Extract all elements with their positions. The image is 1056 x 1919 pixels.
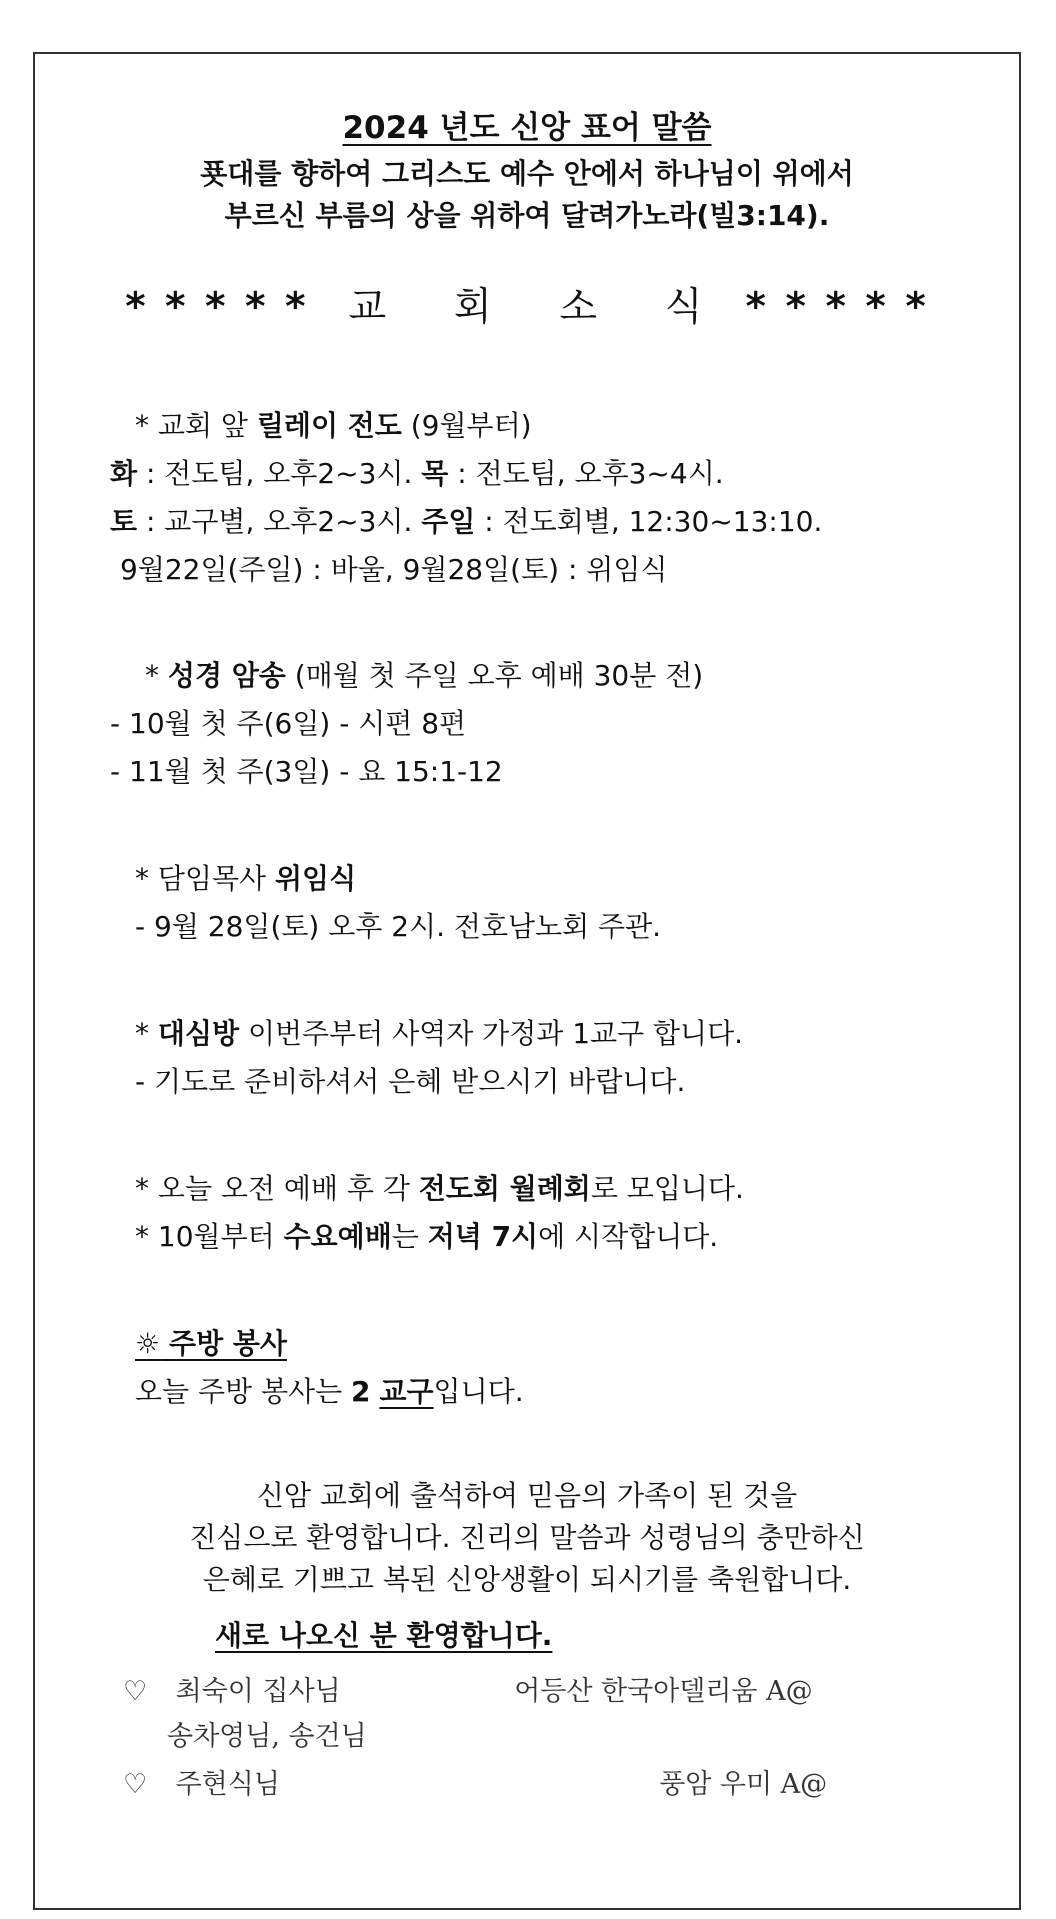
relay-schedule: 9월22일(주일) : 바울, 9월28일(토) : 위임식 (120, 553, 668, 586)
welcome-line1: 신암 교회에 출석하여 믿음의 가족이 된 것을 (256, 1479, 798, 1512)
newcomer-row (123, 1762, 1019, 1801)
banner-stars-right: * * * * * (745, 285, 929, 330)
church-news-banner (35, 276, 1019, 332)
motto-title: 2024 년도 신앙 표어 말씀 (342, 110, 712, 146)
visitation-detail: - 기도로 준비하셔서 은혜 받으시기 바랍니다. (135, 1065, 686, 1098)
memorize-heading: * 성경 암송 (매월 첫 주일 오후 예배 30분 전) (145, 659, 704, 692)
welcome-heading: 새로 나오신 분 환영합니다. (215, 1619, 553, 1652)
newcomer-extra: 송차영님, 송건님 (167, 1721, 367, 1752)
welcome-line2: 진심으로 환영합니다. 진리의 말씀과 성령님의 충만하신 (189, 1521, 865, 1554)
installation-heading: * 담임목사 위임식 (135, 862, 357, 895)
banner-word: 회 (453, 285, 495, 330)
banner-word: 식 (664, 285, 706, 330)
visitation-heading: * 대심방 이번주부터 사역자 가정과 1교구 합니다. (135, 1017, 744, 1050)
installation-detail: - 9월 28일(토) 오후 2시. 전호남노회 주관. (135, 910, 662, 943)
memorize-item: - 10월 첫 주(6일) - 시편 8편 (110, 707, 467, 740)
banner-word: 교 (348, 285, 390, 330)
notice-wednesday-service: * 10월부터 수요예배는 저녁 7시에 시작합니다. (135, 1220, 719, 1253)
notice-monthly-meeting: * 오늘 오전 예배 후 각 전도회 월례회로 모입니다. (135, 1172, 744, 1205)
newcomer-address: 풍암 우미 A@ (659, 1769, 828, 1800)
banner-stars-left: * * * * * (125, 285, 309, 330)
sun-icon: ☼ (135, 1327, 161, 1360)
banner-word: 소 (559, 285, 601, 330)
motto-verse-line1: 푯대를 향하여 그리스도 예수 안에서 하나님이 위에서 (200, 157, 854, 190)
newcomer-name: 주현식님 (175, 1769, 280, 1800)
newcomer-row (123, 1669, 1019, 1708)
newcomer-name: 최숙이 집사님 (175, 1676, 341, 1707)
bulletin-frame (33, 52, 1021, 1910)
kitchen-heading: ☼ 주방 봉사 (135, 1327, 287, 1360)
welcome-line3: 은혜로 기쁘고 복된 신앙생활이 되시기를 축원합니다. (202, 1563, 852, 1596)
newcomer-address: 어등산 한국아델리움 A@ (514, 1676, 813, 1707)
heart-icon: ♡ (123, 1676, 148, 1707)
relay-weekday-line: 화 : 전도팀, 오후2~3시. 목 : 전도팀, 오후3~4시. (110, 457, 724, 490)
relay-weekend-line: 토 : 교구별, 오후2~3시. 주일 : 전도회별, 12:30~13:10. (110, 505, 823, 538)
kitchen-detail: 오늘 주방 봉사는 2 교구입니다. (135, 1375, 524, 1408)
memorize-item: - 11월 첫 주(3일) - 요 15:1-12 (110, 755, 503, 788)
relay-heading: * 교회 앞 릴레이 전도 (9월부터) (135, 409, 532, 442)
heart-icon: ♡ (123, 1769, 148, 1800)
motto-verse-line2: 부르신 부름의 상을 위하여 달려가노라(빌3:14). (224, 199, 830, 232)
